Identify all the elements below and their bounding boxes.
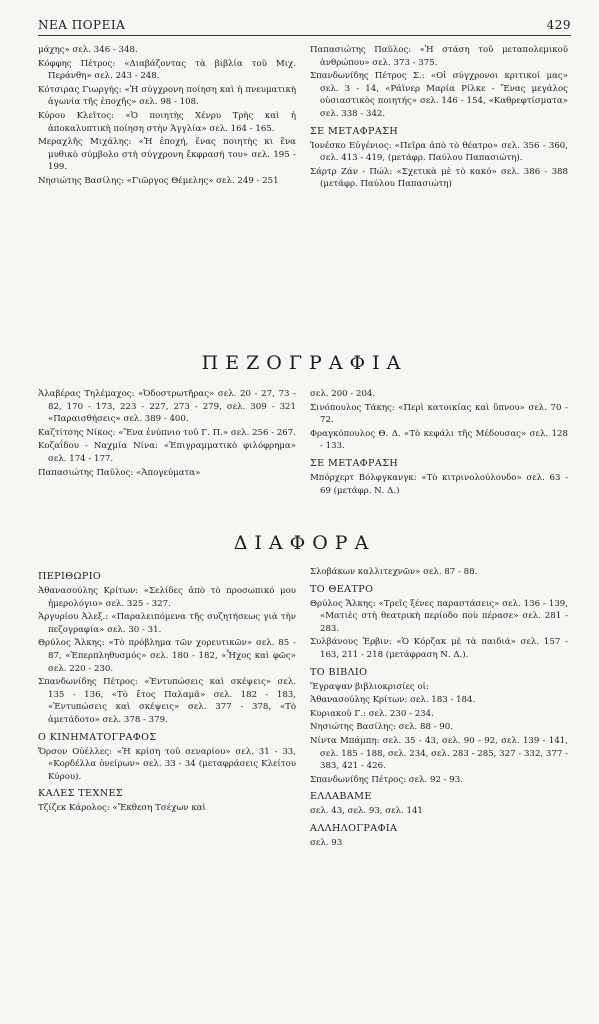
- list-item: Ἀθανασούλης Κρίτων: «Σελίδες ἀπὸ τὸ προσωπικό μου ἡμερολόγιο» σελ. 325 - 327.: [38, 586, 296, 609]
- journal-title: ΝΕΑ ΠΟΡΕΙΑ: [38, 18, 126, 32]
- list-item: Κοζαΐδου - Ναχμία Νίνα: «Ἐπιγραμματικὸ φιλόφρημα» σελ. 174 - 177.: [38, 441, 296, 464]
- prose-columns: [38, 388, 568, 498]
- list-item: Συλβάνους Ἐρβιν: «Ὁ Κόρζακ μὲ τὰ παιδιά» σελ. 157 - 163, 211 - 218 (μετάφραση Ν. Δ.).: [310, 637, 568, 660]
- list-item: σελ. 93: [310, 837, 343, 848]
- prose-right-column: [310, 388, 568, 498]
- prose-left-column: [38, 388, 296, 498]
- list-item: Κύρου Κλεῖτος: «Ὁ ποιητὴς Χένρυ Τρὴς καὶ ἡ ἀποκαλυπτικὴ ποίηση στὴν Ἀγγλία» σελ. 164 - 165.: [38, 110, 296, 134]
- list-item: Κότσιρας Γιωργής: «Ἡ σύγχρονη ποίηση καὶ ἡ πνευματικὴ ἀγωνία τῆς ἐποχῆς» σελ. 98 - 108.: [38, 84, 296, 108]
- list-item: Ἔγραψαν βιβλιοκρισίες οἱ:: [310, 681, 429, 692]
- subsection-heading: ΤΟ ΘΕΑΤΡΟ: [310, 583, 374, 595]
- header-rule: [38, 35, 571, 36]
- list-item: Μπόρχερτ Βόλφγκανγκ: «Τὸ κιτρινολούλουδο» σελ. 63 - 69 (μετάφρ. Ν. Δ.): [310, 472, 568, 496]
- list-item: Σπανδωνίδης Πέτρος: «Ἐντυπώσεις καὶ σκέψεις» σελ. 135 - 136, «Τὸ ἔτος Παλαμᾶ» σελ. 182 - 183, «Ἐντυπώσεις καὶ σκέψεις» σελ. 377 - 378, «Τὸ ἀμετάδοτο» σελ. 378 - 379.: [38, 677, 296, 725]
- list-item: Θρύλος Ἄλκης: «Τὸ πρόβλημα τῶν χορευτικῶν» σελ. 85 - 87, «Ἐπερπληθυσμός» σελ. 180 - 182, «Ἦχος καὶ φῶς» σελ. 220 - 230.: [38, 638, 296, 674]
- subsection-heading: Ο ΚΙΝΗΜΑΤΟΓΡΑΦΟΣ: [38, 731, 157, 743]
- subsection-heading: ΤΟ ΒΙΒΛΙΟ: [310, 666, 368, 678]
- list-item: Σπανδωνίδης Πέτρος Σ.: «Οἱ σύγχρονοι κριτικοί μας» σελ. 3 - 14, «Ράϊνερ Μαρία Ρίλκε - Ἕνας μεγάλος οὐσιαστικὸς ποιητής» σελ. 146 - 154, «Καθρεφτίσματα» σελ. 338 - 342.: [310, 71, 568, 119]
- list-item: σελ. 200 - 204.: [310, 389, 376, 399]
- subsection-heading: ΠΕΡΙΘΩΡΙΟ: [38, 571, 102, 582]
- list-item: Φραγκόπουλος Θ. Δ. «Τὸ κεφάλι τῆς Μέδουσας» σελ. 128 - 133.: [310, 428, 568, 452]
- list-item: Παπασιώτης Παῦλος: «Ἀπογεύματα»: [38, 467, 201, 478]
- subsection-heading: ΕΛΛΑΒΑΜΕ: [310, 791, 372, 803]
- list-item: Καζτίτσης Νίκος: «Ἕνα ἐνύπνιο τοῦ Γ. Π.» σελ. 256 - 267.: [38, 427, 296, 438]
- section-title-prose: ΠΕΖΟΓΡΑΦΙΑ: [201, 352, 408, 374]
- list-item: Κυριακοῦ Γ.: σελ. 230 - 234.: [310, 708, 434, 719]
- list-item: Ἀλαβέρας Τηλέμαχος: «Ὀδοστρωτῆρας» σελ. 20 - 27, 73 - 82, 170 - 173, 223 - 227, 273 - 279, σελ. 309 - 321 «Παραισθήσεις» σελ. 389 - 400.: [38, 389, 296, 425]
- list-item: Νησιώτης Βασίλης: «Γιῶργος Θέμελης» σελ. 249 - 251: [38, 175, 279, 186]
- subsection-heading: ΚΑΛΕΣ ΤΕΧΝΕΣ: [38, 788, 124, 800]
- top-right-column: [310, 44, 568, 192]
- list-item: Ἀθανασούλης Κρίτων: σελ. 183 - 184.: [310, 695, 476, 706]
- misc-columns: [38, 566, 568, 851]
- list-item: Μεραχλῆς Μιχάλης: «Ἡ ἐποχή, ἕνας ποιητὴς κι ἕνα μυθικὸ σύμβολο στὴ σύγχρονη ἔκφρασή του» σελ. 195 - 199.: [38, 137, 296, 173]
- section-title-misc: ΔΙΑΦΟΡΑ: [233, 532, 376, 554]
- page-number: 429: [546, 18, 571, 32]
- misc-left-column: [38, 566, 296, 851]
- list-item: Νησιώτης Βασίλης: σελ. 88 - 90.: [310, 722, 453, 733]
- list-item: Παπασιώτης Παῦλος: «Ἡ στάση τοῦ μεταπολεμικοῦ ἀνθρώπου» σελ. 373 - 375.: [310, 45, 568, 68]
- subsection-heading: ΣΕ ΜΕΤΑΦΡΑΣΗ: [310, 457, 399, 469]
- top-left-column: [38, 44, 296, 192]
- subsection-heading: ΣΕ ΜΕΤΑΦΡΑΣΗ: [310, 125, 399, 137]
- subsection-heading: ΑΛΛΗΛΟΓΡΑΦΙΑ: [310, 822, 398, 834]
- list-item: Κόφφης Πέτρος: «Διαβάζοντας τὰ βιβλία τοῦ Μιχ. Περάνθη» σελ. 243 - 248.: [38, 58, 296, 82]
- list-item: Σλοβάκων καλλιτεχνῶν» σελ. 87 - 88.: [310, 567, 478, 577]
- list-item: Ἰονέσκο Εὐγένιος: «Πεῖρα ἀπὸ τὸ θέατρο» σελ. 356 - 360, σελ. 413 - 419, (μετάφρ. Παύλου Παπασιώτη).: [310, 140, 568, 164]
- list-item: Σινόπουλος Τάκης: «Περὶ κατοικίας καὶ ὕπνου» σελ. 70 - 72.: [310, 402, 568, 426]
- top-columns: [38, 44, 568, 192]
- list-item: Ἀργυρίου Ἀλεξ.: «Παραλειπόμενα τῆς συζητήσεως γιὰ τὴν πεζογραφία» σελ. 30 - 31.: [38, 612, 296, 635]
- list-item: Σπανδωνίδης Πέτρος: σελ. 92 - 93.: [310, 774, 463, 785]
- list-item: Νίντα Μπάμπη: σελ. 35 - 43, σελ. 90 - 92, σελ. 139 - 141, σελ. 185 - 188, σελ. 234, σελ. 283 - 285, 327 - 332, 377 - 383, 421 - 426.: [310, 735, 568, 772]
- list-item: σελ. 43, σελ. 93, σελ. 141: [310, 806, 423, 817]
- misc-right-column: [310, 566, 568, 851]
- running-head: [38, 18, 571, 32]
- list-item: Σάρτρ Ζάν - Πώλ: «Σχετικὰ μὲ τὸ κακό» σελ. 386 - 388 (μετάφρ. Παύλου Παπασιώτη): [310, 166, 568, 190]
- list-item: Θρύλος Ἄλκης: «Τρεῖς ξένες παραστάσεις» σελ. 136 - 139, «Ματιὲς στὴ θεατρικὴ περίοδο ποὺ πέρασε» σελ. 281 - 283.: [310, 598, 568, 634]
- list-item: μάχης» σελ. 346 - 348.: [38, 45, 138, 55]
- list-item: Τζίζεκ Κάρολος: «Ἔκθεση Τσέχων καὶ: [38, 803, 206, 814]
- list-item: Ὄρσον Οὐέλλες: «Ἡ κρίση τοῦ σεναρίου» σελ. 31 - 33, «Κορδέλλα ὀνείρων» σελ. 33 - 34 (μεταφράσεις Κλείτου Κύρου).: [38, 746, 296, 782]
